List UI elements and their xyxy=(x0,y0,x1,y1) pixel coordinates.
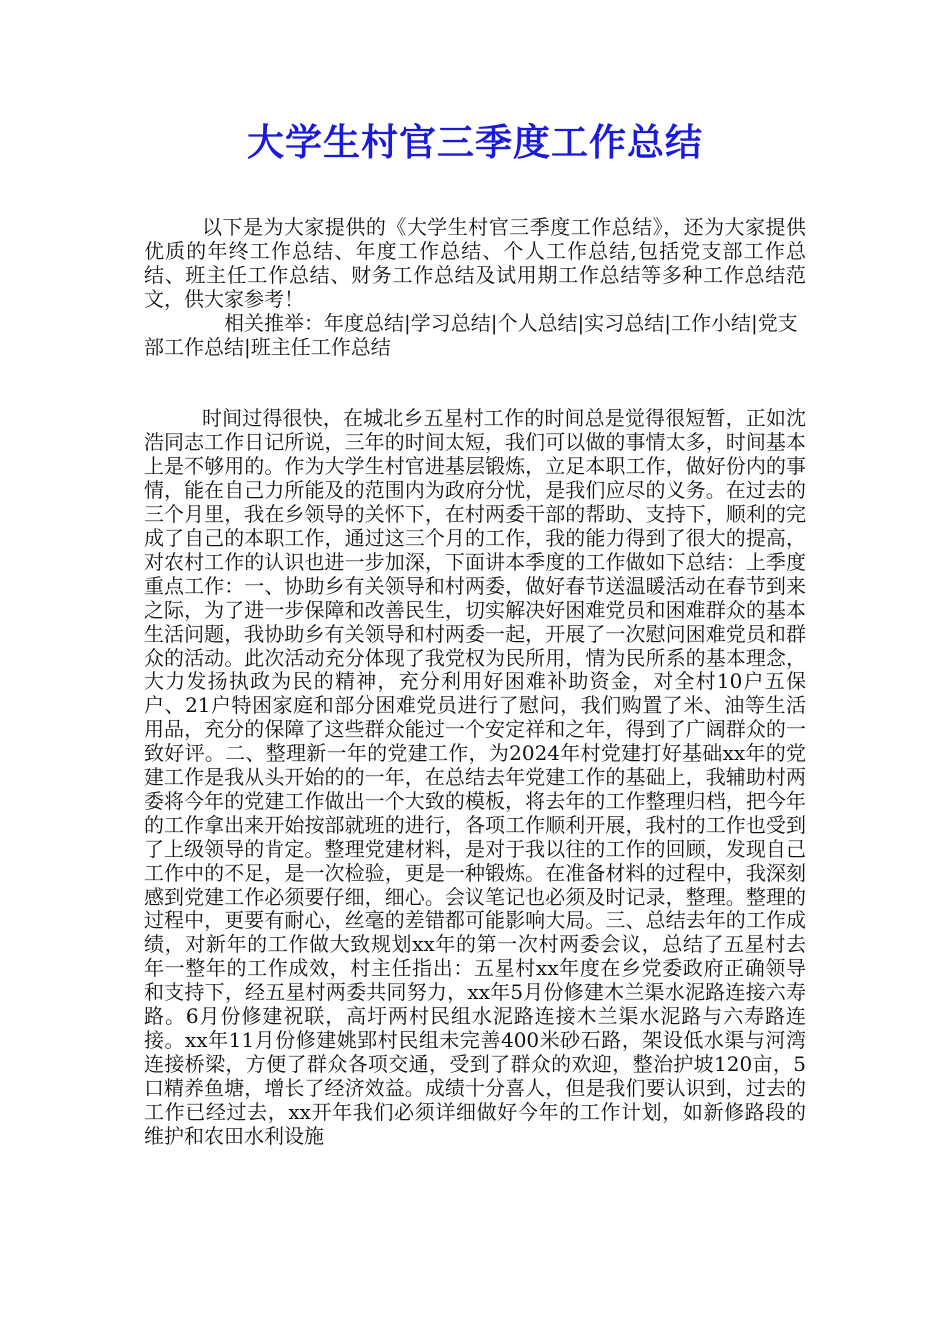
paragraph-spacer xyxy=(144,359,806,407)
document-page xyxy=(144,120,806,1149)
document-title: 大学生村官三季度工作总结 xyxy=(247,120,703,164)
intro-paragraph: 以下是为大家提供的《大学生村官三季度工作总结》，还为大家提供优质的年终工作总结、年度工作总结、个人工作总结,包括党支部工作总结、班主任工作总结、财务工作总结及试用期工作总结等多种工作总结范文，供大家参考！ xyxy=(144,215,806,311)
recommend-line: 相关推举：年度总结|学习总结|个人总结|实习总结|工作小结|党支部工作总结|班主任工作总结 xyxy=(144,310,798,359)
body-paragraph: 时间过得很快，在城北乡五星村工作的时间总是觉得很短暂，正如沈浩同志工作日记所说，三年的时间太短，我们可以做的事情太多，时间基本上是不够用的。作为大学生村官进基层锻炼，立足本职工作，做好份内的事情，能在自己力所能及的范围内为政府分忧，是我们应尽的义务。在过去的三个月里，我在乡领导的关怀下，在村两委干部的帮助、支持下，顺利的完成了自己的本职工作，通过这三个月的工作，我的能力得到了很大的提高，对农村工作的认识也进一步加深，下面讲本季度的工作做如下总结：上季度重点工作：一、协助乡有关领导和村两委，做好春节送温暖活动在春节到来之际，为了进一步保障和改善民生，切实解决好困难党员和困难群众的基本生活问题，我协助乡有关领导和村两委一起，开展了一次慰问困难党员和群众的活动。此次活动充分体现了我党权为民所用，情为民所系的基本理念，大力发扬执政为民的精神，充分利用好困难补助资金，对全村10户五保户、21户特困家庭和部分困难党员进行了慰问，我们购置了米、油等生活用品，充分的保障了这些群众能过一个安定祥和之年，得到了广阔群众的一致好评。二、整理新一年的党建工作，为2024年村党建打好基础xx年的党建工作是我从头开始的的一年，在总结去年党建工作的基础上，我辅助村两委将今年的党建工作做出一个大致的模板，将去年的工作整理归档，把今年的工作拿出来开始按部就班的进行，各项工作顺利开展，我村的工作也受到了上级领导的肯定。整理党建材料，是对于我以往的工作的回顾，发现自己工作中的不足，是一次检验，更是一种锻炼。在准备材料的过程中，我深刻感到党建工作必须要仔细，细心。会议笔记也必须及时记录，整理。整理的过程中，更要有耐心，丝毫的差错都可能影响大局。三、总结去年的工作成绩，对新年的工作做大致规划xx年的第一次村两委会议，总结了五星村去年一整年的工作成效，村主任指出：五星村xx年度在乡党委政府正确领导和支持下，经五星村两委共同努力，xx年5月份修建木兰渠水泥路连接六寿路。6月份修建祝联，高圩两村民组水泥路连接木兰渠水泥路与六寿路连接。xx年11月份修建姚郢村民组未完善400米砂石路，架设低水渠与河湾连接桥梁，方便了群众各项交通，受到了群众的欢迎，整治护坡120亩，5口精养鱼塘，增长了经济效益。成绩十分喜人，但是我们要认识到，过去的工作已经过去，xx开年我们必须详细做好今年的工作计划，如新修路段的维护和农田水利设施 xyxy=(144,406,806,1148)
